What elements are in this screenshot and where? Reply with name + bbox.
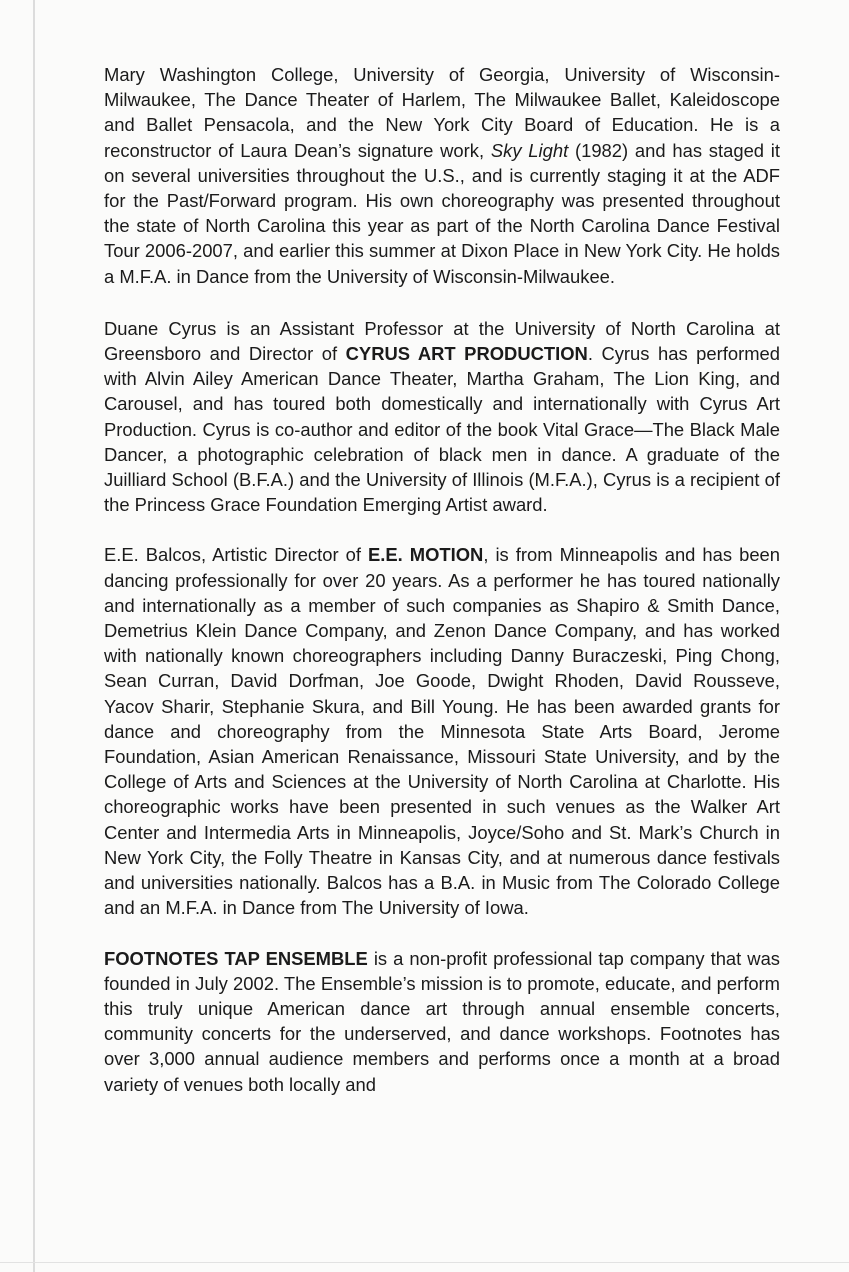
- paragraph-text: E.E. Balcos, Artistic Director of: [104, 544, 369, 566]
- paragraph-text: (1982) and has staged it on several universities throughout the U.S., and is currently staging it at the ADF for the Past/Forward program. His own choreography was presented throughout the state of North Carolina this year as part of the North Carolina Dance Festival Tour 2006-2007, and earlier this summer at Dixon Place in New York City. He holds a M.F.A. in Dance from the University of Wisconsin-Milwaukee.: [104, 139, 780, 287]
- text-column: [104, 62, 780, 1122]
- paragraph-text: is a non-profit professional tap company that was founded in July 2002. The Ensemble’s mission is to promote, educate, and perform this truly unique American dance art through annual ensemble concerts, community concerts for the underserved, and dance workshops. Footnotes has over 3,000 annual audience members and performs once a month at a broad variety of venues both locally and: [104, 947, 781, 1095]
- paragraph-text: , is from Minneapolis and has been dancing professionally for over 20 years. As a performer he has toured nationally and internationally as a member of such companies as Shapiro & Smith Dance, Demetrius Klein Dance Company, and Zenon Dance Company, and has worked with nationally known choreographers including Danny Buraczeski, Ping Chong, Sean Curran, David Dorfman, Joe Goode, Dwight Rhoden, David Rousseve, Yacov Sharir, Stephanie Skura, and Bill Young. He has been awarded grants for dance and choreography from the Minnesota State Arts Board, Jerome Foundation, Asian American Renaissance, Missouri State University, and by the College of Arts and Sciences at the University of North Carolina at Charlotte. His choreographic works have been presented in such venues as the Walker Art Center and Intermedia Arts in Minneapolis, Joyce/Soho and St. Mark’s Church in New York City, the Folly Theatre in Kansas City, and at numerous dance festivals and universities nationally. Balcos has a B.A. in Music from The Colorado College and an M.F.A. in Dance from The University of Iowa.: [104, 544, 780, 919]
- company-name-ee-motion: E.E. MOTION: [368, 544, 484, 566]
- paragraph-bio-ee-balcos: [104, 542, 780, 920]
- paragraph-bio-duane-cyrus: [104, 316, 780, 518]
- company-name-cyrus-art-production: CYRUS ART PRODUCTION: [345, 343, 588, 365]
- paragraph-text: . Cyrus has performed with Alvin Ailey American Dance Theater, Martha Graham, The Lion King, and Carousel, and has toured both domestically and internationally with Cyrus Art Production. Cyrus is co-author and editor of the book Vital Grace—The Black Male Dancer, a photographic celebration of black men in dance. A graduate of the Juilliard School (B.F.A.) and the University of Illinois (M.F.A.), Cyrus is a recipient of the Princess Grace Foundation Emerging Artist award.: [104, 343, 780, 516]
- company-name-footnotes-tap-ensemble: FOOTNOTES TAP ENSEMBLE: [104, 947, 368, 969]
- page-bottom-edge: [0, 1262, 849, 1263]
- paragraph-bio-reconstructor: [104, 62, 780, 289]
- work-title-sky-light: Sky Light: [490, 139, 569, 161]
- paragraph-text: Duane Cyrus is an Assistant Professor at the University of North Carolina at Greensboro and Director of: [104, 317, 780, 365]
- paragraph-footnotes-tap-ensemble: [104, 946, 780, 1097]
- paragraph-text: Mary Washington College, University of Georgia, University of Wisconsin-Milwaukee, The Dance Theater of Harlem, The Milwaukee Ballet, Kaleidoscope and Ballet Pensacola, and the New York City Board of Education. He is a reconstructor of Laura Dean’s signature work,: [104, 64, 780, 161]
- page-edge-shadow: [33, 0, 35, 1272]
